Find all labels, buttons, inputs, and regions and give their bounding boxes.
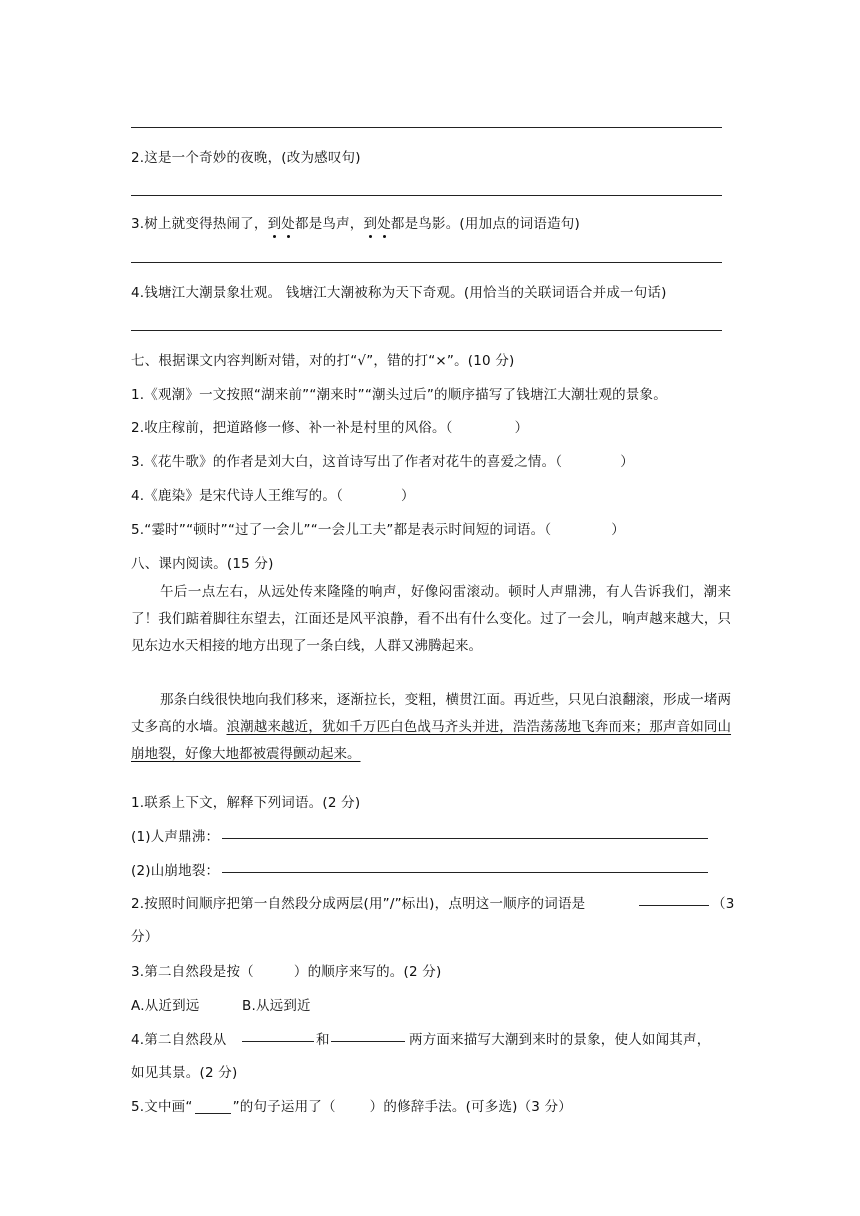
section-7-item-4: 4.《鹿染》是宋代诗人王维写的。（ ） xyxy=(131,488,415,504)
question-4: 4.钱塘江大潮景象壮观。 钱塘江大潮被称为天下奇观。(用恰当的关联词语合并成一句话) xyxy=(131,285,667,301)
reading-paragraph-2: 那条白线很快地向我们移来，逐渐拉长，变粗，横贯江面。再近些，只见白浪翻滚，形成一堵两丈多高的水墙。浪潮越来越近，犹如千万匹白色战马齐头并进，浩浩荡荡地飞奔而来；那声音如同山崩地裂，好像大地都被震得颤动起来。 xyxy=(131,692,732,762)
underline-mark xyxy=(195,1099,231,1114)
reading-question-1b: (2)山崩地裂： xyxy=(131,863,220,879)
dotted-char: 到 xyxy=(363,216,378,232)
section-7-title: 七、根据课文内容判断对错，对的打“√”，错的打“×”。(10 分) xyxy=(131,353,515,369)
question-3: 3.树上就变得热闹了，到处都是鸟声，到处都是鸟影。(用加点的词语造句) xyxy=(131,216,580,232)
section-7-item-3: 3.《花牛歌》的作者是刘大白，这首诗写出了作者对花牛的喜爱之情。（ ） xyxy=(131,454,634,470)
reading-question-1: 1.联系上下文，解释下列词语。(2 分) xyxy=(131,795,361,811)
option-a: A.从近到远 xyxy=(131,998,200,1014)
reading-question-5: 5.文中画“ ”的句子运用了（ ）的修辞手法。(可多选)（3 分） xyxy=(131,1099,572,1115)
answer-blank-2 xyxy=(639,905,709,906)
reading-question-4-cont: 两方面来描写大潮到来时的景象，使人如闻其声， xyxy=(409,1032,711,1048)
option-b: B.从远到近 xyxy=(242,998,311,1014)
dotted-char: 处 xyxy=(281,216,295,232)
section-7-item-5: 5.“霎时”“顿时”“过了一会儿”“一会儿工夫”都是表示时间短的词语。（ ） xyxy=(131,522,625,538)
section-7-item-2: 2.收庄稼前，把道路修一修、补一补是村里的风俗。（ ） xyxy=(131,420,529,436)
reading-question-4-and: 和 xyxy=(316,1032,330,1048)
reading-question-2-score: （3 xyxy=(712,896,735,912)
answer-line-1a xyxy=(222,838,708,839)
answer-line-q1 xyxy=(131,127,722,128)
reading-question-4-line2: 如见其景。(2 分) xyxy=(131,1065,238,1081)
reading-question-2: 2.按照时间顺序把第一自然段分成两层(用”/”标出)，点明这一顺序的词语是 xyxy=(131,896,586,912)
reading-question-3: 3.第二自然段是按（ ）的顺序来写的。(2 分) xyxy=(131,964,442,980)
section-8-title: 八、课内阅读。(15 分) xyxy=(131,556,274,572)
dotted-char: 到 xyxy=(267,216,282,232)
question-2: 2.这是一个奇妙的夜晚，(改为感叹句) xyxy=(131,150,361,166)
answer-line-q4 xyxy=(131,330,722,331)
answer-line-q3 xyxy=(131,262,722,263)
reading-question-1a: (1)人声鼎沸： xyxy=(131,829,220,845)
dotted-char: 处 xyxy=(377,216,391,232)
answer-line-q2 xyxy=(131,195,722,196)
reading-question-2-score-cont: 分） xyxy=(131,929,159,945)
answer-blank-4b xyxy=(331,1041,405,1042)
reading-question-4: 4.第二自然段从 xyxy=(131,1032,227,1048)
underlined-sentence: 浪潮越来越近，犹如千万匹白色战马齐头并进，浩浩荡荡地飞奔而来；那声音如同山崩地裂，好像大地都被震得颤动起来。 xyxy=(131,719,732,762)
section-7-item-1: 1.《观潮》一文按照“湖来前”“潮来时”“潮头过后”的顺序描写了钱塘江大潮壮观的景象。 xyxy=(131,387,667,403)
answer-line-1b xyxy=(222,872,708,873)
reading-paragraph-1: 午后一点左右，从远处传来隆隆的响声，好像闷雷滚动。顿时人声鼎沸，有人告诉我们，潮来了！我们踮着脚往东望去，江面还是风平浪静，看不出有什么变化。过了一会儿，响声越来越大，只见东边水天相接的地方出现了一条白线，人群又沸腾起来。 xyxy=(131,584,731,654)
answer-blank-4a xyxy=(242,1041,314,1042)
